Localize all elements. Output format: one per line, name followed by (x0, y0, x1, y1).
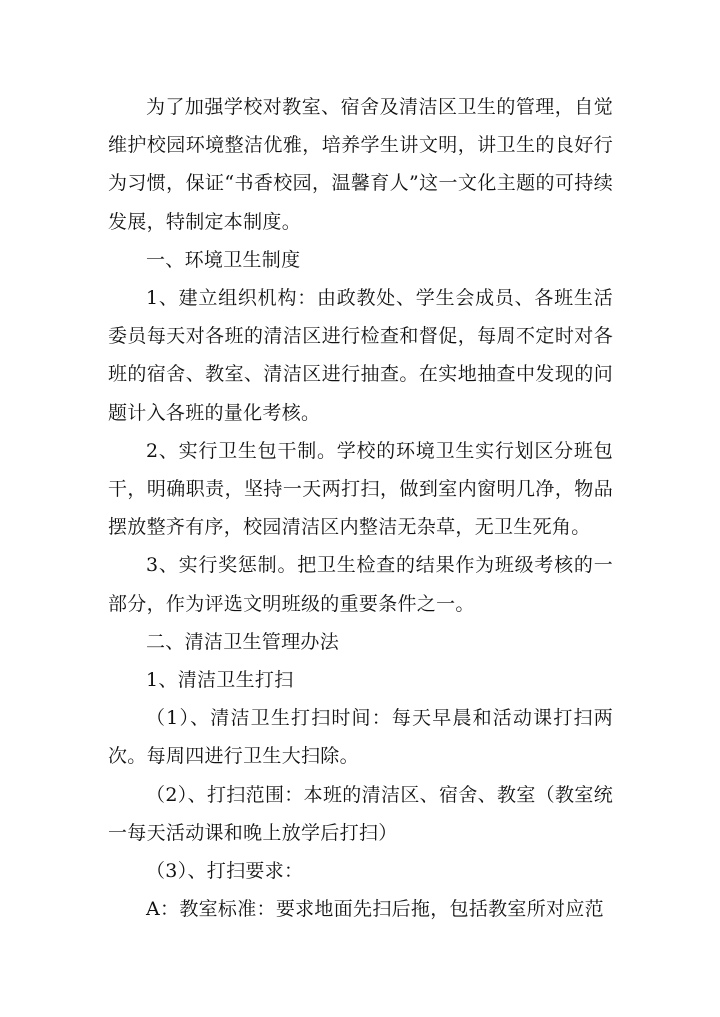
document-body (108, 88, 613, 928)
item-cleaning-scope: （2）、打扫范围：本班的清洁区、宿舍、教室（教室统一每天活动课和晚上放学后打扫） (108, 783, 613, 844)
subsection-cleaning: 1、清洁卫生打扫 (146, 669, 294, 692)
rule-contract-system: 2、实行卫生包干制。学校的环境卫生实行划区分班包干，明确职责，坚持一天两打扫，做到室内窗明几净，物品摆放整齐有序，校园清洁区内整洁无杂草，无卫生死角。 (108, 439, 613, 539)
item-classroom-standard: A：教室标准：要求地面先扫后拖，包括教室所对应范 (146, 898, 604, 921)
section-heading-management-methods: 二、清洁卫生管理办法 (146, 630, 340, 653)
rule-reward-punishment: 3、实行奖惩制。把卫生检查的结果作为班级考核的一部分，作为评选文明班级的重要条件之一。 (108, 554, 613, 615)
section-heading-environment-hygiene: 一、环境卫生制度 (146, 248, 301, 271)
intro-paragraph: 为了加强学校对教室、宿舍及清洁区卫生的管理，自觉维护校园环境整洁优雅，培养学生讲文明，讲卫生的良好行为习惯，保证“书香校园，温馨育人”这一文化主题的可持续发展，特制定本制度。 (108, 96, 613, 233)
item-cleaning-time: （1）、清洁卫生打扫时间：每天早晨和活动课打扫两次。每周四进行卫生大扫除。 (108, 707, 613, 768)
rule-organization: 1、建立组织机构：由政教处、学生会成员、各班生活委员每天对各班的清洁区进行检查和督促，每周不定时对各班的宿舍、教室、清洁区进行抽查。在实地抽查中发现的问题计入各班的量化考核。 (108, 287, 613, 424)
item-cleaning-requirements: （3）、打扫要求： (146, 860, 304, 883)
